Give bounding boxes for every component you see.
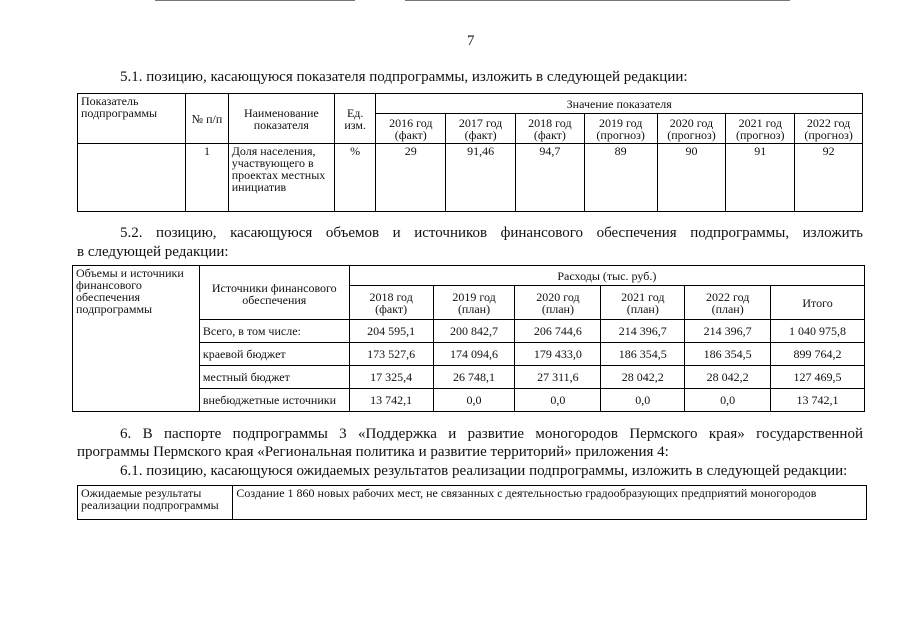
row-value: 127 469,5 (771, 366, 865, 389)
year-header (685, 286, 771, 320)
header-expenses: Расходы (тыс. руб.) (349, 266, 864, 286)
year-type: (факт) (375, 301, 408, 316)
row-value: 200 842,7 (433, 320, 515, 343)
row-value: 206 744,6 (515, 320, 601, 343)
row-empty-cell (78, 144, 186, 212)
header-name: Наименование показателя (228, 94, 334, 144)
row-label: краевой бюджет (199, 343, 349, 366)
row-value: 204 595,1 (349, 320, 433, 343)
year-header (657, 114, 726, 144)
row-value: 214 396,7 (601, 320, 685, 343)
row-value: 186 354,5 (601, 343, 685, 366)
year-type: (прогноз) (667, 127, 716, 142)
row-value: 179 433,0 (515, 343, 601, 366)
header-num: № п/п (186, 94, 228, 144)
row-value: 173 527,6 (349, 343, 433, 366)
year-header (376, 114, 446, 144)
year-label: 2019 год (598, 115, 643, 130)
row-value: 1 040 975,8 (771, 320, 865, 343)
row-value: 174 094,6 (433, 343, 515, 366)
year-header (433, 286, 515, 320)
year-type: (факт) (464, 127, 497, 142)
row-label: внебюджетные источники (199, 389, 349, 412)
year-type: (план) (541, 301, 574, 316)
results-table (77, 485, 867, 520)
row-value: 28 042,2 (685, 366, 771, 389)
section-5-1-text: 5.1. позицию, касающуюся показателя подпрограммы, изложить в следующей редакции: (120, 69, 688, 85)
year-header (795, 114, 863, 144)
row-value: 28 042,2 (601, 366, 685, 389)
row-value: 94,7 (515, 144, 584, 212)
row-name: Доля населения, участвующего в проектах местных инициатив (228, 144, 334, 212)
year-header (584, 114, 657, 144)
indicator-table (77, 93, 863, 212)
row-value: 214 396,7 (685, 320, 771, 343)
row-label: Всего, в том числе: (199, 320, 349, 343)
row-value: 899 764,2 (771, 343, 865, 366)
year-label: 2020 год (536, 289, 580, 304)
row-value: 27 311,6 (515, 366, 601, 389)
header-total: Итого (771, 286, 865, 320)
top-border-right (405, 0, 790, 1)
year-header (726, 114, 795, 144)
row-value: 92 (795, 144, 863, 212)
row-unit: % (334, 144, 375, 212)
year-label: 2019 год (452, 289, 496, 304)
year-label: 2022 год (705, 289, 750, 304)
row-value: 91,46 (446, 144, 516, 212)
row-value: 186 354,5 (685, 343, 771, 366)
results-label: Ожидаемые результаты реализации подпрограммы (78, 486, 233, 520)
section-5-2-text-line1: 5.2. позицию, касающуюся объемов и источников финансового обеспечения подпрограммы, изложить (120, 225, 863, 241)
year-type: (факт) (394, 127, 427, 142)
section-5-2-text-line2: в следующей редакции: (77, 244, 229, 260)
row-value: 90 (657, 144, 726, 212)
top-border-left (155, 0, 355, 1)
table-row (78, 144, 863, 212)
results-value: Создание 1 860 новых рабочих мест, не связанных с деятельностью градообразующих предприятий моногородов (233, 486, 867, 520)
header-value: Значение показателя (376, 94, 863, 114)
header-unit: Ед. изм. (334, 94, 375, 144)
row-value: 0,0 (433, 389, 515, 412)
year-header (515, 114, 584, 144)
year-header (446, 114, 516, 144)
year-type: (прогноз) (596, 127, 645, 142)
year-type: (план) (626, 301, 659, 316)
year-type: (план) (711, 301, 744, 316)
section-6-text-line1: 6. В паспорте подпрограммы 3 «Поддержка и развитие моногородов Пермского края» государственной (120, 426, 863, 442)
section-6-text-line2: программы Пермского края «Региональная политика и развитие территорий» приложения 4: (77, 444, 669, 460)
row-value: 0,0 (515, 389, 601, 412)
row-value: 13 742,1 (349, 389, 433, 412)
row-value: 0,0 (601, 389, 685, 412)
page-number: 7 (467, 33, 475, 49)
row-value: 89 (584, 144, 657, 212)
funding-table (72, 265, 865, 412)
header-volumes: Объемы и источники финансового обеспечения подпрограммы (73, 266, 200, 412)
year-label: 2020 год (669, 115, 714, 130)
row-value: 13 742,1 (771, 389, 865, 412)
row-label: местный бюджет (199, 366, 349, 389)
row-value: 17 325,4 (349, 366, 433, 389)
section-6-1-text: 6.1. позицию, касающуюся ожидаемых результатов реализации подпрограммы, изложить в следующей редакции: (120, 463, 848, 479)
year-label: 2016 год (389, 115, 433, 130)
header-sources: Источники финансового обеспечения (199, 266, 349, 320)
row-value: 29 (376, 144, 446, 212)
year-type: (факт) (533, 127, 566, 142)
year-label: 2018 год (528, 115, 572, 130)
year-label: 2017 год (458, 115, 503, 130)
year-label: 2022 год (806, 115, 851, 130)
year-header (349, 286, 433, 320)
year-type: (план) (457, 301, 491, 316)
year-type: (прогноз) (804, 127, 853, 142)
year-label: 2021 год (621, 289, 665, 304)
year-label: 2018 год (369, 289, 413, 304)
row-value: 0,0 (685, 389, 771, 412)
header-indicator: Показатель подпрограммы (78, 94, 186, 144)
year-header (515, 286, 601, 320)
year-label: 2021 год (738, 115, 782, 130)
year-header (601, 286, 685, 320)
year-type: (прогноз) (736, 127, 785, 142)
row-num: 1 (186, 144, 228, 212)
row-value: 91 (726, 144, 795, 212)
row-value: 26 748,1 (433, 366, 515, 389)
